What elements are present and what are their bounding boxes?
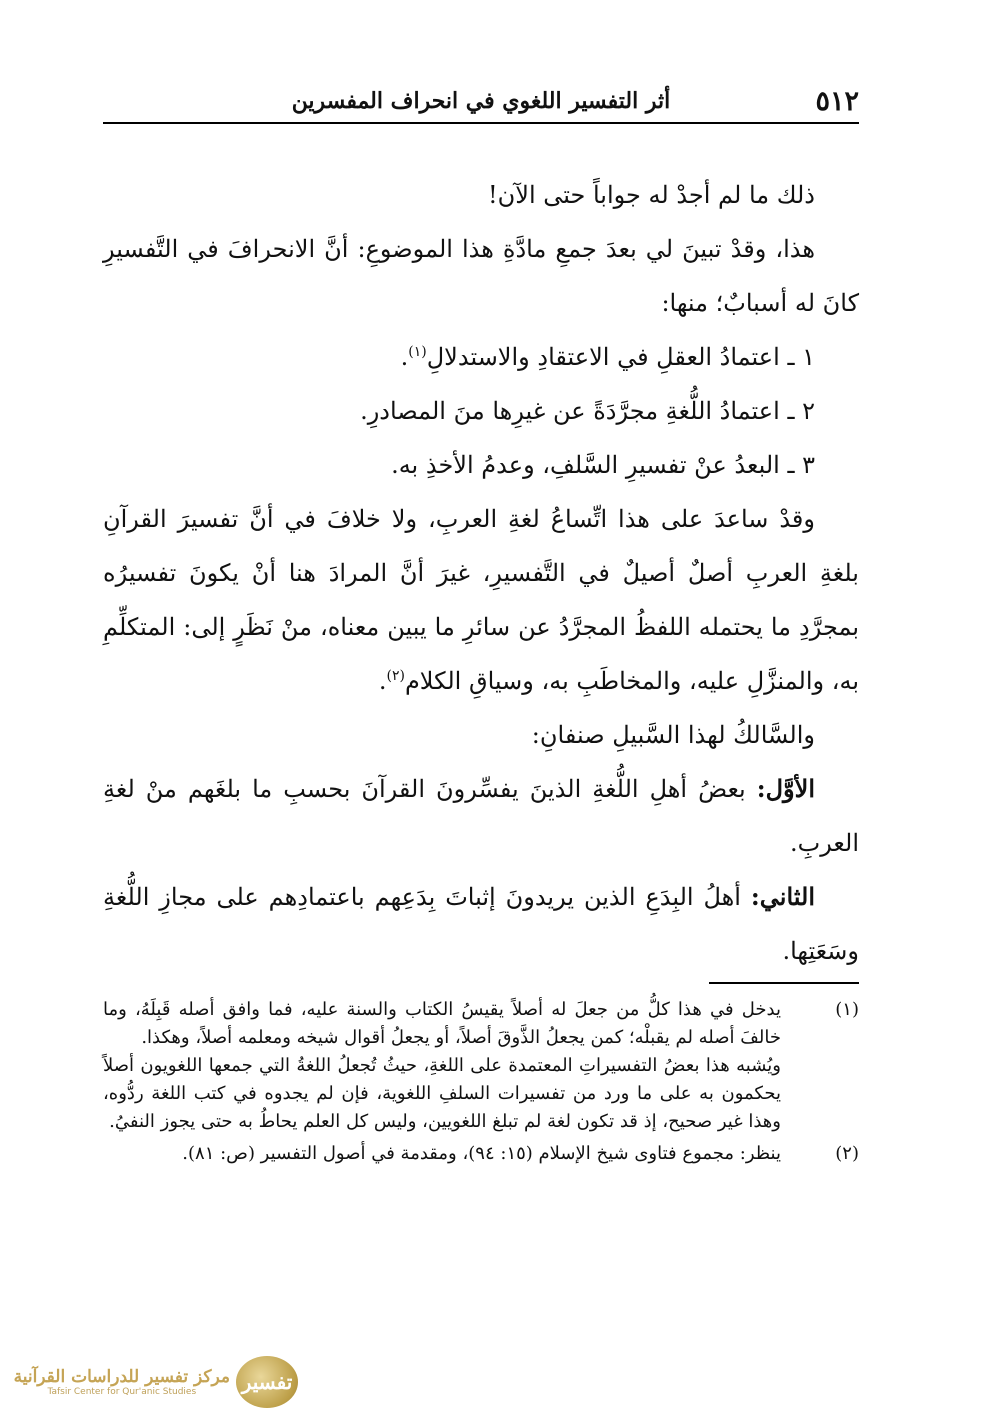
footnote-paragraph: يدخل في هذا كلُّ من جعلَ له أصلاً يقيسُ الكتاب والسنة عليه، فما وافق أصله قَبِلَهُ، وما خالفَ أصله لم يقبلْه؛ كمن يجعلُ الذَّوقَ أصلاً، أو يجعلُ أقوال شيخه ومعلمه أصلاً، وهكذا. xyxy=(103,999,781,1048)
list-item xyxy=(103,384,859,438)
paragraph-text: وقدْ ساعدَ على هذا اتِّساعُ لغةِ العربِ، ولا خلافَ في أنَّ تفسيرَ القرآنِ بلغةِ العربِ أصلٌ أصيلٌ في التَّفسيرِ، غيرَ أنَّ المرادَ هنا أنْ يكونَ تفسيرُه بمجرَّدِ ما يحتمله اللفظُ المجرَّدُ عن سائرِ ما يبين معناه، منْ نَظَرٍ إلى: المتكلِّمِ به، والمنزَّلِ عليه، والمخاطَبِ به، وسياقِ الكلام xyxy=(103,505,859,695)
footnote-ref[interactable]: (٢) xyxy=(386,668,405,684)
list-text: البعدُ عنْ تفسيرِ السَّلفِ، وعدمُ الأخذِ به. xyxy=(391,451,780,479)
category-label: الأوَّل: xyxy=(756,774,815,803)
globe-emblem-icon xyxy=(236,1356,298,1408)
page-number: ٥١٢ xyxy=(815,86,859,117)
paragraph: هذا، وقدْ تبينَ لي بعدَ جمعِ مادَّةِ هذا الموضوعِ: أنَّ الانحرافَ في التَّفسيرِ كانَ له أسبابٌ؛ منها: xyxy=(103,235,859,317)
logo-text xyxy=(14,1367,230,1397)
punctuation: . xyxy=(400,343,409,371)
list-number: ٣ ـ xyxy=(787,451,815,479)
list-number: ٢ ـ xyxy=(787,397,815,425)
punctuation: . xyxy=(378,667,387,695)
footnote-ref[interactable]: (١) xyxy=(408,344,427,360)
paragraph: والسَّالكُ لهذا السَّبيلِ صنفانِ: xyxy=(531,721,815,749)
main-text xyxy=(103,168,859,978)
page-header xyxy=(103,86,859,124)
footnote-paragraph: ينظر: مجموع فتاوى شيخ الإسلام (١٥: ٩٤)، ومقدمة في أصول التفسير (ص: ٨١). xyxy=(182,1143,781,1164)
list-text: اعتمادُ اللُّغةِ مجرَّدَةً عن غيرِها منَ المصادرِ. xyxy=(360,397,780,425)
footnote-separator xyxy=(709,982,859,984)
footnote xyxy=(103,1140,859,1168)
paragraph xyxy=(103,870,859,978)
list-item xyxy=(103,438,859,492)
list-item xyxy=(103,330,859,384)
footnote-number: (٢) xyxy=(835,1143,859,1164)
footnotes xyxy=(103,996,859,1172)
running-title: أثر التفسير اللغوي في انحراف المفسرين xyxy=(291,88,671,114)
emblem-text: تفسير xyxy=(241,1370,293,1394)
footnote-paragraph: ويُشبه هذا بعضُ التفسيراتِ المعتمدة على اللغةِ، حيثُ تُجعلُ اللغةُ التي جمعها اللغويون أصلاً يحكمون به على ما ورد من تفسيرات السلفِ اللغوية، فإن لم يجدوه في كتب اللغة ردُّوه، وهذا غير صحيح، إذ قد تكون لغة لم تبلغ اللغويين، وليس كل العلم يحاطُ به حتى يجوز النفيُ. xyxy=(103,1055,781,1132)
paragraph: ذلك ما لم أجدْ له جواباً حتى الآن! xyxy=(488,181,815,209)
tafsir-center-logo xyxy=(8,1354,298,1410)
paragraph-text: أهلُ البِدَعِ الذين يريدونَ إثباتَ بِدَعِهم باعتمادِهم على مجازِ اللُّغةِ وسَعَتِها. xyxy=(103,883,859,965)
list-number: ١ ـ xyxy=(787,343,815,371)
footnote-number: (١) xyxy=(835,999,859,1020)
logo-arabic-name: مركز تفسير للدراسات القرآنية xyxy=(13,1367,230,1387)
logo-english-name: Tafsir Center for Qur'anic Studies xyxy=(47,1387,197,1397)
paragraph xyxy=(103,762,859,870)
paragraph-text: بعضُ أهلِ اللُّغةِ الذينَ يفسِّرونَ القرآنَ بحسبِ ما بلغَهم منْ لغةِ العربِ. xyxy=(103,775,859,857)
footnote xyxy=(103,996,859,1136)
list-text: اعتمادُ العقلِ في الاعتقادِ والاستدلالِ xyxy=(426,343,780,371)
category-label: الثاني: xyxy=(750,882,815,911)
paragraph xyxy=(103,492,859,708)
